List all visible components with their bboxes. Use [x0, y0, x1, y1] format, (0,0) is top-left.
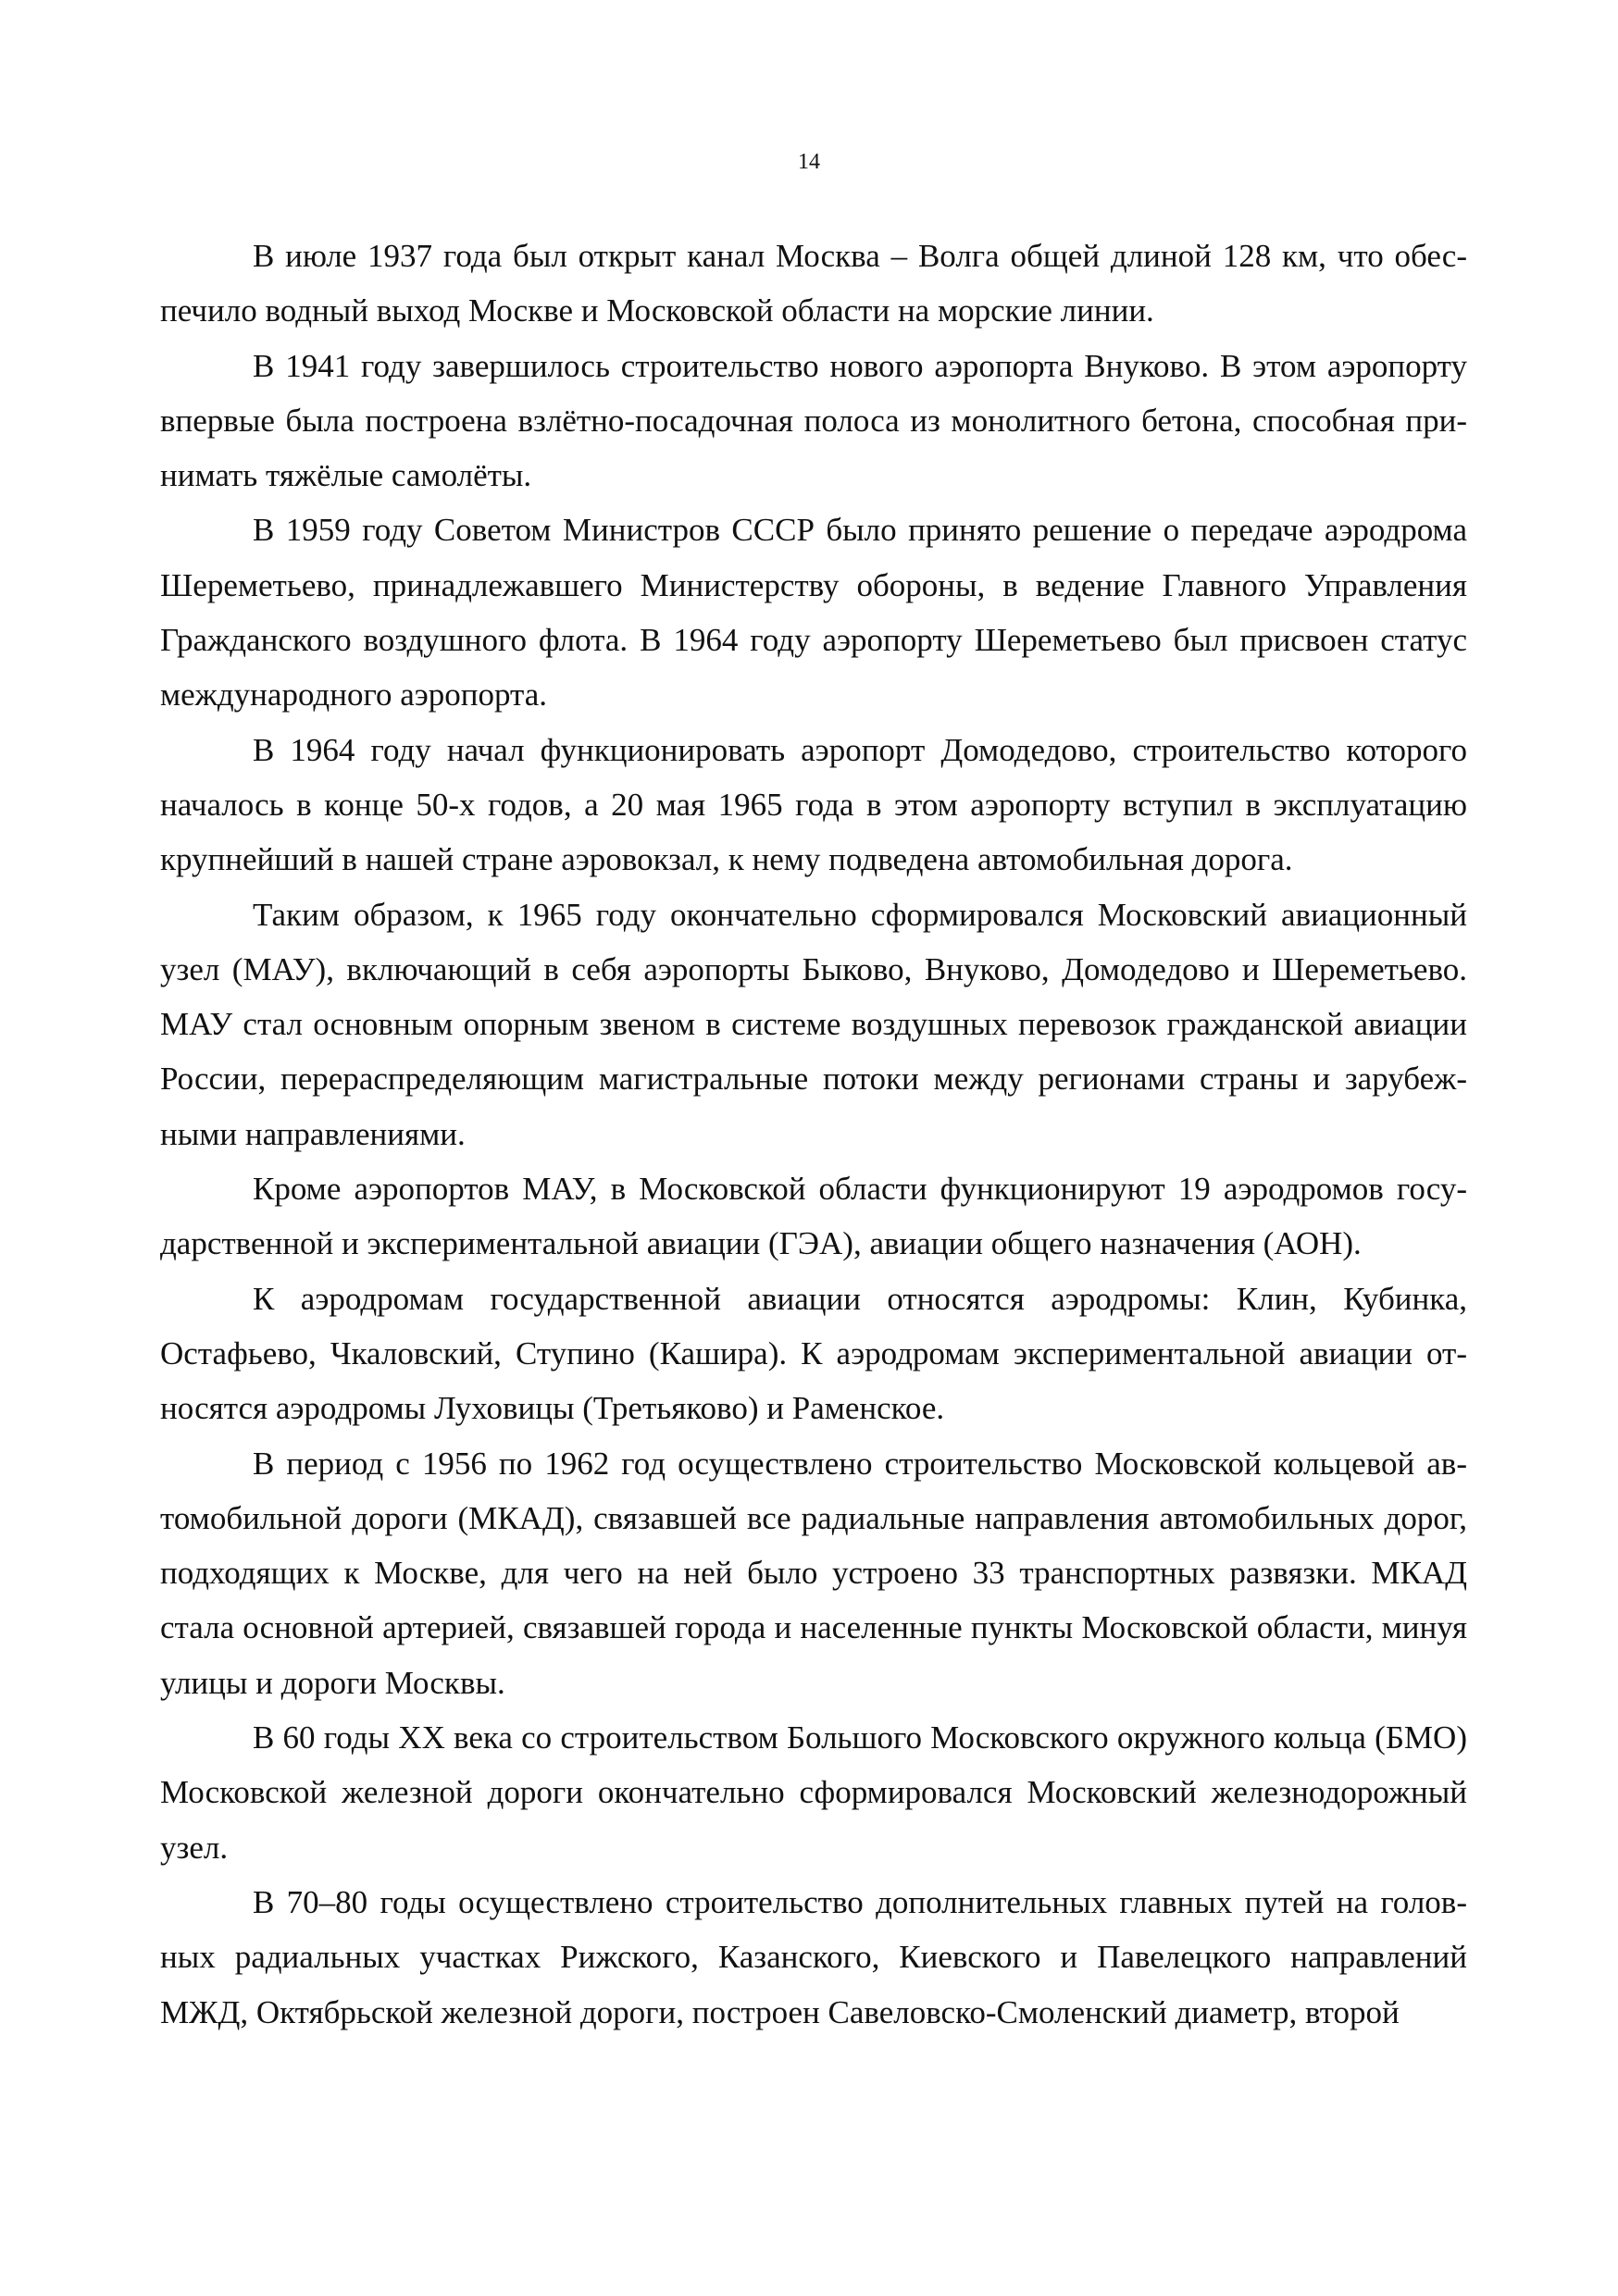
paragraph-railway-ring: В 60 годы XX века со строительством Большого Московского окружного кольца (БМО) Московской железной дороги окончательно сформировался Московский железнодорожный узел. — [160, 1719, 1467, 1866]
body-text — [160, 229, 1467, 2040]
paragraph-sheremetyevo-airport: В 1959 году Советом Министров СССР было принято решение о передаче аэродрома Шереметьево, принадлежавшего Министерству обороны, в ведение Главного Управления Гражданского воздушного флота. В 1964 году аэропорту Шереметьево был присвоен статус международного аэропорта. — [160, 512, 1467, 714]
paragraph-airfields-list: К аэродромам государственной авиации относятся аэродромы: Клин, Кубинка, Остафьево, Чкаловский, Ступино (Кашира). К аэродромам экспериментальной авиации относятся аэродромы Луховицы (Третьяково) и Раменское. — [160, 1280, 1467, 1427]
paragraph-moscow-volga-canal: В июле 1937 года был открыт канал Москва – Волга общей длиной 128 км, что обеспечило водный выход Москве и Московской области на морские линии. — [160, 238, 1467, 329]
paragraph-vnukovo-airport: В 1941 году завершилось строительство нового аэропорта Внуково. В этом аэропорту впервые была построена взлётно-посадочная полоса из монолитного бетона, способная принимать тяжёлые самолёты. — [160, 347, 1467, 494]
paragraph-state-experimental-aviation: Кроме аэропортов МАУ, в Московской области функционируют 19 аэродромов государственной и экспериментальной авиации (ГЭА), авиации общего назначения (АОН). — [160, 1171, 1467, 1262]
paragraph-domodedovo-airport: В 1964 году начал функционировать аэропорт Домодедово, строительство которого началось в конце 50-х годов, а 20 мая 1965 года в этом аэропорту вступил в эксплуатацию крупнейший в нашей стране аэровокзал, к нему подведена автомобильная дорога. — [160, 731, 1467, 878]
page-number: 14 — [798, 150, 820, 174]
paragraph-railway-expansion: В 70–80 годы осуществлено строительство дополнительных главных путей на головных радиальных участках Рижского, Казанского, Киевского и Павелецкого направлений МЖД, Октябрьской железной дороги, построен Савеловско-Смоленский диаметр, второй — [160, 1883, 1467, 2030]
paragraph-mkad-ring-road: В период с 1956 по 1962 год осуществлено строительство Московской кольцевой автомобильной дороги (МКАД), связавшей все радиальные направления автомобильных дорог, подходящих к Москве, для чего на ней было устроено 33 транспортных развязки. МКАД стала основной артерией, связавшей города и населенные пункты Московской области, минуя улицы и дороги Москвы. — [160, 1445, 1467, 1701]
paragraph-moscow-aviation-hub: Таким образом, к 1965 году окончательно сформировался Московский авиационный узел (МАУ), включающий в себя аэропорты Быково, Внуково, Домодедово и Шереметьево. МАУ стал основным опорным звеном в системе воздушных перевозок гражданской авиации России, перераспределяющим магистральные потоки между регионами страны и зарубежными направлениями. — [160, 896, 1467, 1152]
